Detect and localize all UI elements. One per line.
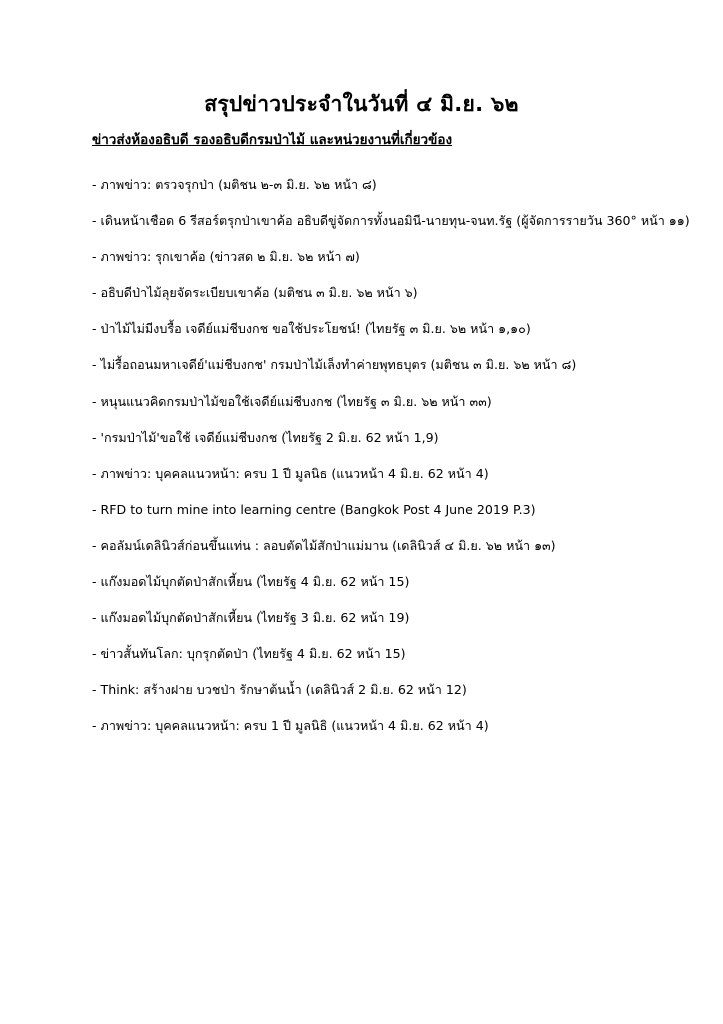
news-item: - ภาพข่าว: บุคคลแนวหน้า: ครบ 1 ปี มูลนิธ (แนวหน้า 4 มิ.ย. 62 หน้า 4) [92, 465, 489, 481]
news-item: - 'กรมป่าไม้'ขอใช้ เจดีย์แม่ชีบงกช (ไทยรัฐ 2 มิ.ย. 62 หน้า 1,9) [92, 429, 439, 445]
news-item: - Think: สร้างฝาย บวชป่า รักษาต้นน้ำ (เดลินิวส์ 2 มิ.ย. 62 หน้า 12) [92, 682, 467, 698]
document-subtitle: ข่าวส่งห้องอธิบดี รองอธิบดีกรมป่าไม้ และหน่วยงานที่เกี่ยวข้อง [92, 132, 453, 148]
news-item: - ภาพข่าว: ตรวจรุกป่า (มติชน ๒-๓ มิ.ย. ๖๒ หน้า ๘) [92, 177, 377, 192]
news-item: - หนุนแนวคิดกรมป่าไม้ขอใช้เจดีย์แม่ชีบงกช (ไทยรัฐ ๓ มิ.ย. ๖๒ หน้า ๓๓) [92, 393, 492, 409]
news-item: - แก๊งมอดไม้บุกตัดป่าสักเหี้ยน (ไทยรัฐ 4 มิ.ย. 62 หน้า 15) [92, 574, 410, 590]
news-item: - คอลัมน์เดลินิวส์ก่อนขึ้นแท่น : ลอบตัดไม้สักป่าแม่มาน (เดลินิวส์ ๔ มิ.ย. ๖๒ หน้า ๑๓) [92, 537, 556, 553]
news-item: - ไม่รื้อถอนมหาเจดีย์'แม่ชีบงกช' กรมป่าไม้เล็งทำค่ายพุทธบุตร (มติชน ๓ มิ.ย. ๖๒ หน้า ๘) [92, 357, 577, 373]
news-item: - ป่าไม้ไม่มีงบรื้อ เจดีย์แม่ชีบงกช ขอใช้ประโยชน์! (ไทยรัฐ ๓ มิ.ย. ๖๒ หน้า ๑,๑๐) [92, 321, 531, 337]
news-item: - เดินหน้าเชือด 6 รีสอร์ตรุกป่าเขาค้อ อธิบดีขู่จัดการทั้งนอมินี-นายทุน-จนท.รัฐ (ผู้จัดการรายวัน 360° หน้า ๑๑) [92, 213, 690, 229]
news-list [92, 175, 712, 753]
news-item: - แก๊งมอดไม้บุกตัดป่าสักเหี้ยน (ไทยรัฐ 3 มิ.ย. 62 หน้า 19) [92, 610, 410, 626]
news-item: - อธิบดีป่าไม้ลุยจัดระเบียบเขาค้อ (มติชน ๓ มิ.ย. ๖๒ หน้า ๖) [92, 285, 418, 301]
news-item: - RFD to turn mine into learning centre (Bangkok Post 4 June 2019 P.3) [92, 501, 536, 517]
news-item: - ภาพข่าว: บุคคลแนวหน้า: ครบ 1 ปี มูลนิธิ (แนวหน้า 4 มิ.ย. 62 หน้า 4) [92, 718, 489, 734]
news-item: - ข่าวสั้นทันโลก: บุกรุกตัดป่า (ไทยรัฐ 4 มิ.ย. 62 หน้า 15) [92, 646, 406, 662]
document-title: สรุปข่าวประจำในวันที่ ๔ มิ.ย. ๖๒ [204, 92, 519, 116]
news-item: - ภาพข่าว: รุกเขาค้อ (ข่าวสด ๒ มิ.ย. ๖๒ หน้า ๗) [92, 249, 360, 265]
